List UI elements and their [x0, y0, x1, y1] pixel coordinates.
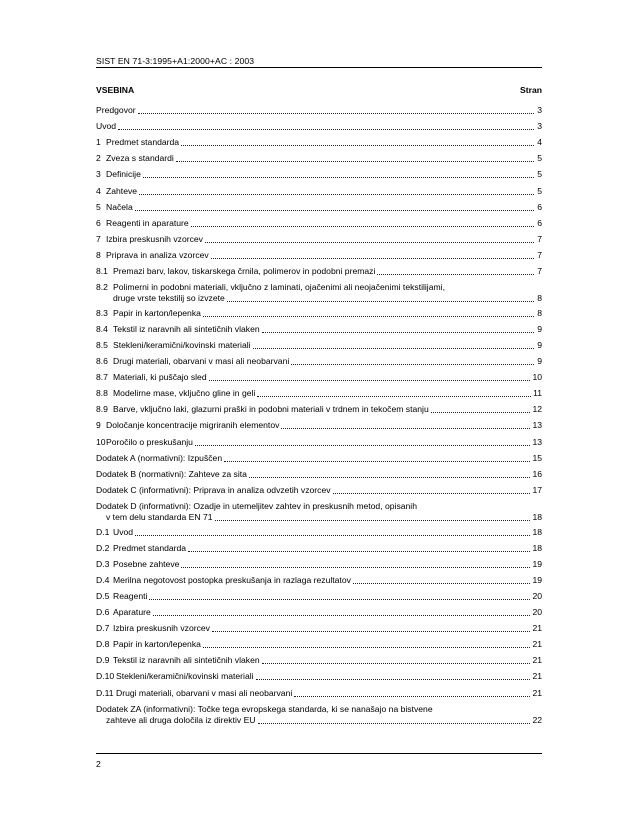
toc-entry-number: 7: [96, 233, 101, 244]
toc-entry-title: Drugi materiali, obarvani v masi ali neobarvani: [113, 356, 290, 366]
toc-entry-page: 8: [537, 307, 542, 318]
toc-entry[interactable]: [96, 688, 542, 699]
toc-entry[interactable]: [96, 607, 542, 618]
toc-entry-page: 10: [532, 372, 542, 383]
toc-entry-number: 8.7: [96, 372, 108, 383]
dot-leader: [256, 679, 531, 680]
toc-entry[interactable]: [96, 356, 542, 367]
toc-entry-title-continued: v tem delu standarda EN 71: [106, 511, 213, 522]
toc-entry-title: Izbira preskusnih vzorcev: [113, 623, 210, 634]
toc-entry-title: Polimerni in podobni materiali, vključno z laminati, ojačenimi ali neojačenimi tekstilijami,: [113, 282, 445, 293]
toc-entry-label: [96, 404, 429, 415]
dot-leader: [262, 332, 534, 333]
toc-entry-page: 9: [537, 356, 542, 366]
toc-entry[interactable]: [96, 202, 542, 213]
toc-entry-title: Uvod: [113, 526, 134, 537]
toc-entry-label: [96, 308, 201, 319]
toc-entry-title: Stekleni/keramični/kovinski materiali: [113, 339, 251, 350]
toc-entry-page: 20: [532, 590, 542, 601]
dot-leader: [253, 348, 534, 349]
toc-entry-label: [96, 356, 289, 367]
toc-entry-page: 19: [532, 574, 542, 585]
dot-leader: [281, 428, 530, 429]
toc-entry-page: 18: [532, 542, 542, 553]
dot-leader: [118, 129, 534, 130]
toc-entry-title: Predgovor: [96, 105, 136, 115]
toc-entry-page: 18: [532, 526, 542, 537]
toc-entry[interactable]: [96, 282, 542, 304]
toc-entry[interactable]: [96, 137, 542, 148]
toc-entry-page: 5: [537, 169, 542, 180]
toc-entry-title: Dodatek C (informativni): Priprava in analiza odvzetih vzorcev: [96, 484, 331, 495]
toc-entry-number: D.3: [96, 558, 110, 569]
dot-leader: [195, 445, 530, 446]
toc-entry-page: 21: [532, 623, 542, 634]
toc-entry-page: 3: [537, 105, 542, 115]
toc-entry-label: [96, 655, 260, 666]
toc-entry-label: [96, 234, 203, 245]
toc-entry-title: Uvod: [96, 121, 117, 132]
toc-entry-title: Zahteve: [106, 185, 138, 196]
dot-leader: [431, 412, 531, 413]
toc-entry-label: [96, 250, 209, 261]
toc-entry[interactable]: [96, 308, 542, 319]
toc-entry[interactable]: [96, 388, 542, 399]
toc-entry[interactable]: [96, 623, 542, 634]
toc-entry-page: 18: [532, 511, 542, 522]
toc-entry[interactable]: [96, 324, 542, 335]
toc-entry-title: Poročilo o preskušanju: [106, 436, 193, 447]
toc-entry-number: 4: [96, 185, 101, 196]
dot-leader: [353, 583, 531, 584]
dot-leader: [203, 316, 534, 317]
toc-entry-title: Drugi materiali, obarvani v masi ali neobarvani: [116, 687, 293, 698]
toc-entry-label: [96, 453, 222, 464]
toc-entry-line-2: [96, 512, 542, 523]
toc-entry-page: 21: [532, 671, 542, 682]
toc-entry-title: Dodatek B (normativni): Zahteve za sita: [96, 468, 247, 479]
dot-leader: [257, 396, 531, 397]
toc-entry-page: 7: [537, 266, 542, 276]
toc-entry-title: Materiali, ki puščajo sled: [113, 372, 207, 383]
toc-entry-label: [96, 137, 179, 148]
toc-entry-title: Dodatek D (informativni): Ozadje in utemeljitev zahtev in preskusnih metod, opisanih: [96, 500, 417, 511]
toc-entry-page: 9: [537, 323, 542, 334]
toc-entry-title: Priprava in analiza vzorcev: [106, 249, 209, 260]
toc-entry-title: Reagenti in aparature: [106, 217, 189, 228]
toc-entry[interactable]: [96, 543, 542, 554]
toc-entry[interactable]: [96, 372, 542, 383]
toc-entry[interactable]: [96, 169, 542, 180]
toc-entry-page: 3: [537, 121, 542, 132]
toc-entry-page: 7: [537, 249, 542, 260]
toc-entry-title: Aparature: [113, 607, 151, 617]
toc-entry-number: 5: [96, 201, 101, 212]
toc-entry-label: [96, 671, 254, 682]
toc-entry-label: [96, 543, 186, 554]
toc-entry[interactable]: [96, 234, 542, 245]
toc-entry-label: [96, 607, 151, 618]
toc-entry-title: Papir in karton/lepenka: [113, 307, 201, 318]
toc-entry-title: Določanje koncentracije migriranih elementov: [106, 420, 280, 431]
dot-leader: [176, 161, 534, 162]
toc-entry[interactable]: [96, 704, 542, 726]
dot-leader: [153, 615, 531, 616]
toc-title: VSEBINA: [96, 85, 135, 95]
dot-leader: [143, 177, 534, 178]
toc-entry-label: [96, 485, 331, 496]
dot-leader: [224, 461, 530, 462]
toc-entry-line-1: [96, 501, 542, 512]
toc-entry-number: D.5: [96, 590, 110, 601]
toc-entry-number: 8: [96, 249, 101, 260]
toc-entry-number: 9: [96, 420, 101, 431]
toc-entry[interactable]: [96, 453, 542, 464]
toc-entry-label: [96, 559, 179, 570]
toc-entry-label: [96, 121, 116, 132]
toc-entry[interactable]: [96, 186, 542, 197]
dot-leader: [188, 551, 530, 552]
toc-entry-label: [96, 153, 174, 164]
toc-entry[interactable]: [96, 559, 542, 570]
toc-entry-label: [96, 437, 193, 448]
dot-leader: [262, 663, 531, 664]
toc-entry-label: [96, 469, 247, 480]
toc-entry-page: 17: [532, 484, 542, 495]
toc-entry[interactable]: [96, 420, 542, 431]
toc-heading: [96, 85, 542, 95]
toc-entry-page: 20: [532, 607, 542, 617]
toc-entry-number: 1: [96, 137, 101, 148]
toc-entry-page: 5: [537, 185, 542, 196]
toc-entry-number: D.10: [96, 671, 115, 682]
toc-entry-number: 8.5: [96, 339, 108, 350]
toc-entry-number: 3: [96, 169, 101, 180]
toc-entry-page: 8: [537, 293, 542, 304]
toc-entry[interactable]: [96, 671, 542, 682]
toc-entry-label: [96, 420, 279, 431]
toc-entry-number: D.2: [96, 542, 110, 553]
toc-entry[interactable]: [96, 121, 542, 132]
dot-leader: [205, 242, 534, 243]
toc-entry-title: Predmet standarda: [106, 137, 180, 148]
toc-entry-page: 22: [532, 714, 542, 725]
dot-leader: [139, 194, 534, 195]
toc-entry-number: 8.9: [96, 404, 108, 415]
toc-entry-number: D.8: [96, 639, 110, 650]
toc-entry-number: D.4: [96, 574, 110, 585]
toc-entry-number: 2: [96, 153, 101, 164]
toc-entry-title: Načela: [106, 201, 133, 212]
footer-page-number: 2: [96, 759, 101, 769]
toc-entry[interactable]: [96, 485, 542, 496]
toc-entry-title: Premazi barv, lakov, tiskarskega črnila, polimerov in podobni premazi: [113, 266, 376, 276]
toc-entry[interactable]: [96, 404, 542, 415]
toc-entry-title: Reagenti: [113, 590, 148, 601]
toc-entry[interactable]: [96, 527, 542, 538]
toc-entry-number: D.6: [96, 607, 110, 617]
toc-entry-number: 8.3: [96, 307, 108, 318]
toc-entry-title: Papir in karton/lepenka: [113, 639, 201, 650]
toc-entry-number: 8.4: [96, 323, 108, 334]
dot-leader: [138, 113, 534, 114]
toc-entry-title: Dodatek ZA (informativni): Točke tega evropskega standarda, ki se nanašajo na bistvene: [96, 703, 433, 714]
toc-entry-title: Modelirne mase, vključno gline in geli: [113, 388, 256, 399]
dot-leader: [209, 380, 531, 381]
toc-entry-page: 11: [533, 388, 542, 399]
toc-entry-title: Izbira preskusnih vzorcev: [106, 233, 203, 244]
toc-entry[interactable]: [96, 218, 542, 229]
dot-leader: [149, 599, 530, 600]
toc-entry-number: 8.1: [96, 266, 108, 276]
dot-leader: [181, 145, 534, 146]
toc-entry-title: Definicije: [106, 169, 141, 180]
toc-entry[interactable]: [96, 105, 542, 116]
toc-entry-label: [96, 591, 147, 602]
dot-leader: [291, 364, 534, 365]
toc-entry[interactable]: [96, 469, 542, 480]
toc-entry[interactable]: [96, 639, 542, 650]
toc-entry-number: 6: [96, 217, 101, 228]
dot-leader: [294, 696, 530, 697]
toc-entry-line-2: [96, 293, 542, 304]
toc-entry-label: [96, 202, 133, 213]
toc-entry-number: D.11: [96, 687, 114, 698]
toc-entry-page: 5: [537, 153, 542, 164]
running-header: SIST EN 71-3:1995+A1:2000+AC : 2003: [96, 56, 255, 66]
toc-entry-page: 21: [532, 687, 542, 698]
toc-entry-number: 8.2: [96, 282, 108, 293]
toc-entry-title-continued: druge vrste tekstilij so izvzete: [113, 293, 225, 304]
dot-leader: [227, 301, 534, 302]
toc-entry[interactable]: [96, 591, 542, 602]
toc-entry[interactable]: [96, 153, 542, 164]
toc-entry-page: 4: [537, 137, 542, 148]
toc-entry-title: Zveza s standardi: [106, 153, 174, 164]
footer-rule: [96, 753, 542, 754]
toc-entry-title-continued: zahteve ali druga določila iz direktiv EU: [106, 714, 256, 725]
toc-entry-number: 8.8: [96, 388, 108, 399]
toc-entry-page: 21: [532, 655, 542, 666]
toc-entry[interactable]: [96, 250, 542, 261]
dot-leader: [333, 493, 531, 494]
toc-entry-label: [96, 105, 136, 116]
toc-entry-title: Predmet standarda: [113, 542, 187, 553]
dot-leader: [191, 226, 534, 227]
page-column-label: Stran: [520, 85, 542, 95]
toc-entry-label: [96, 266, 375, 277]
dot-leader: [181, 567, 530, 568]
dot-leader: [203, 647, 531, 648]
toc-entry-title: Tekstil iz naravnih ali sintetičnih vlaken: [113, 655, 260, 666]
toc-entry-label: [96, 639, 201, 650]
dot-leader: [249, 477, 531, 478]
toc-entry-page: 6: [537, 201, 542, 212]
header-rule: [96, 67, 542, 68]
toc-entry[interactable]: [96, 575, 542, 586]
toc-entry-line-1: [96, 704, 542, 715]
toc-entry-number: D.9: [96, 655, 110, 666]
toc-entry[interactable]: [96, 501, 542, 523]
toc-entry[interactable]: [96, 437, 542, 448]
toc-entry-label: [96, 688, 292, 699]
toc-entry-title: Barve, vključno laki, glazurni praški in podobni materiali v trdnem in tekočem stanju: [113, 404, 429, 415]
toc-entry-label: [96, 575, 351, 586]
toc-entry-number: 8.6: [96, 356, 108, 366]
dot-leader: [135, 210, 534, 211]
toc-entry-label: [96, 623, 210, 634]
toc-entry-page: 21: [532, 639, 542, 650]
document-page: [96, 0, 542, 825]
toc-entry-label: [96, 388, 255, 399]
toc-entry-number: D.1: [96, 526, 110, 537]
toc-entry-page: 16: [532, 468, 542, 479]
toc-entry-page: 13: [532, 420, 542, 431]
toc-entry-page: 7: [537, 233, 542, 244]
toc-entry-line-2: [96, 715, 542, 726]
toc-entry-label: [96, 169, 141, 180]
dot-leader: [258, 723, 531, 724]
toc-entry-page: 19: [532, 558, 542, 569]
toc-entry-label: [96, 340, 251, 351]
toc-entry-title: Merilna negotovost postopka preskušanja in razlaga rezultatov: [113, 574, 351, 585]
toc-entry-label: [96, 372, 207, 383]
toc-entry-title: Tekstil iz naravnih ali sintetičnih vlaken: [113, 323, 260, 334]
dot-leader: [211, 258, 534, 259]
toc-entry-title: Dodatek A (normativni): Izpuščen: [96, 452, 223, 463]
toc-entry-page: 12: [532, 404, 542, 415]
toc-entry[interactable]: [96, 655, 542, 666]
toc-entry[interactable]: [96, 266, 542, 277]
dot-leader: [135, 535, 530, 536]
toc-entry-page: 9: [537, 339, 542, 350]
toc-entry-label: [96, 218, 189, 229]
toc-entry-page: 13: [532, 436, 542, 447]
dot-leader: [215, 520, 531, 521]
toc-entry-page: 6: [537, 217, 542, 228]
toc-entry-number: 10: [96, 436, 106, 447]
toc-entry-line-1: [96, 282, 542, 293]
toc-entry[interactable]: [96, 340, 542, 351]
toc-entry-number: D.7: [96, 623, 110, 634]
toc-entry-label: [96, 186, 137, 197]
toc-entry-label: [96, 324, 260, 335]
toc-entry-title: Stekleni/keramični/kovinski materiali: [116, 671, 254, 682]
toc-entry-label: [96, 527, 133, 538]
toc-entry-page: 15: [532, 452, 542, 463]
toc-entry-title: Posebne zahteve: [113, 558, 180, 569]
dot-leader: [377, 274, 534, 275]
dot-leader: [212, 631, 530, 632]
